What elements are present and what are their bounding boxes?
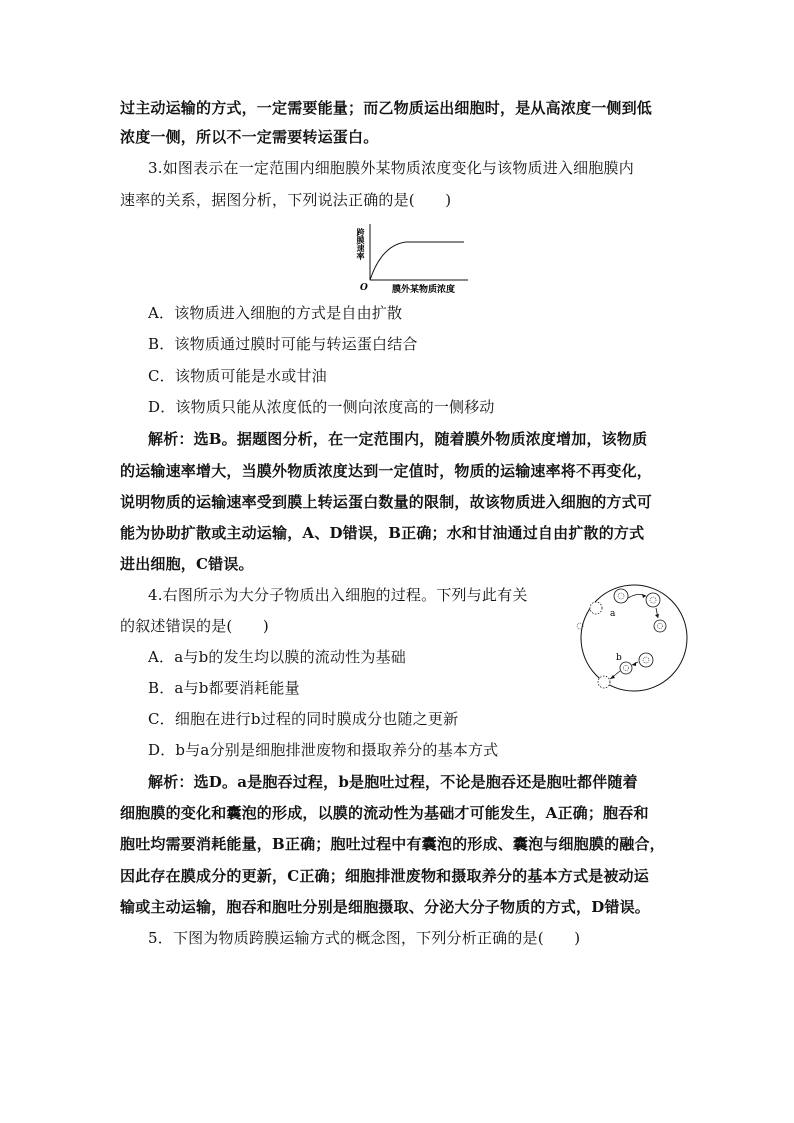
cell-membrane	[581, 585, 687, 691]
x-axis-label: 膜外某物质浓度	[392, 285, 456, 295]
text-line: 浓度一侧，所以不一定需要转运蛋白。	[120, 128, 379, 146]
question-3-stem: 速率的关系，据图分析，下列说法正确的是( )	[120, 191, 452, 209]
explanation-4: 解析：选D。a是胞吞过程，b是胞吐过程，不论是胞吞还是胞吐都伴随着	[148, 773, 638, 791]
vesicle	[590, 602, 602, 614]
rate-concentration-chart	[356, 222, 476, 296]
y-axis-label: 跨膜速率	[356, 228, 366, 260]
question-3-stem: 3.如图表示在一定范围内细胞膜外某物质浓度变化与该物质进入细胞膜内	[148, 159, 634, 177]
explanation-4: 因此存在膜成分的更新，C正确；细胞排泄废物和摄取养分的基本方式是被动运	[120, 867, 649, 885]
explanation-4: 胞吐均需要消耗能量，B正确；胞吐过程中有囊泡的形成、囊泡与细胞膜的融合，	[120, 835, 665, 853]
label-b: b	[616, 653, 622, 663]
endocytosis-exocytosis-diagram	[568, 576, 688, 700]
vesicle	[598, 676, 610, 688]
option-a: A．a与b的发生均以膜的流动性为基础	[148, 648, 406, 666]
explanation-4: 细胞膜的变化和囊泡的形成，以膜的流动性为基础才可能发生，A正确；胞吞和	[120, 804, 649, 822]
explanation-3: 的运输速率增大，当膜外物质浓度达到一定值时，物质的运输速率将不再变化，	[120, 462, 653, 480]
explanation-3: 能为协助扩散或主动运输，A、D错误，B正确；水和甘油通过自由扩散的方式	[120, 524, 645, 542]
label-a: a	[610, 609, 616, 619]
option-b: B．a与b都要消耗能量	[148, 679, 300, 697]
explanation-3: 说明物质的运输速率受到膜上转运蛋白数量的限制，故该物质进入细胞的方式可	[120, 493, 653, 511]
explanation-4: 输或主动运输，胞吞和胞吐分别是细胞摄取、分泌大分子物质的方式，D错误。	[120, 898, 651, 916]
vesicle	[614, 589, 628, 603]
option-c: C．细胞在进行b过程的同时膜成分也随之更新	[148, 710, 459, 728]
explanation-3: 解析：选B。据题图分析，在一定范围内，随着膜外物质浓度增加，该物质	[148, 430, 648, 448]
option-c: C．该物质可能是水或甘油	[148, 367, 327, 385]
origin-label: O	[360, 283, 368, 293]
vesicle	[620, 662, 632, 674]
option-d: D．b与a分别是细胞排泄废物和摄取养分的基本方式	[148, 741, 499, 759]
saturation-curve	[370, 242, 464, 280]
vesicle	[639, 653, 653, 667]
vesicle	[646, 593, 660, 607]
question-5-stem: 5．下图为物质跨膜运输方式的概念图，下列分析正确的是( )	[148, 929, 581, 947]
question-4-stem: 4.右图所示为大分子物质出入细胞的过程。下列与此有关	[148, 586, 528, 604]
explanation-3: 进出细胞，C错误。	[120, 555, 254, 573]
option-a: A．该物质进入细胞的方式是自由扩散	[148, 304, 403, 322]
option-d: D．该物质只能从浓度低的一侧向浓度高的一侧移动	[148, 398, 495, 416]
option-b: B．该物质通过膜时可能与转运蛋白结合	[148, 335, 418, 353]
question-4-stem: 的叙述错误的是( )	[120, 617, 269, 635]
vesicle	[654, 620, 666, 632]
text-line: 过主动运输的方式，一定需要能量；而乙物质运出细胞时，是从高浓度一侧到低	[120, 99, 653, 117]
